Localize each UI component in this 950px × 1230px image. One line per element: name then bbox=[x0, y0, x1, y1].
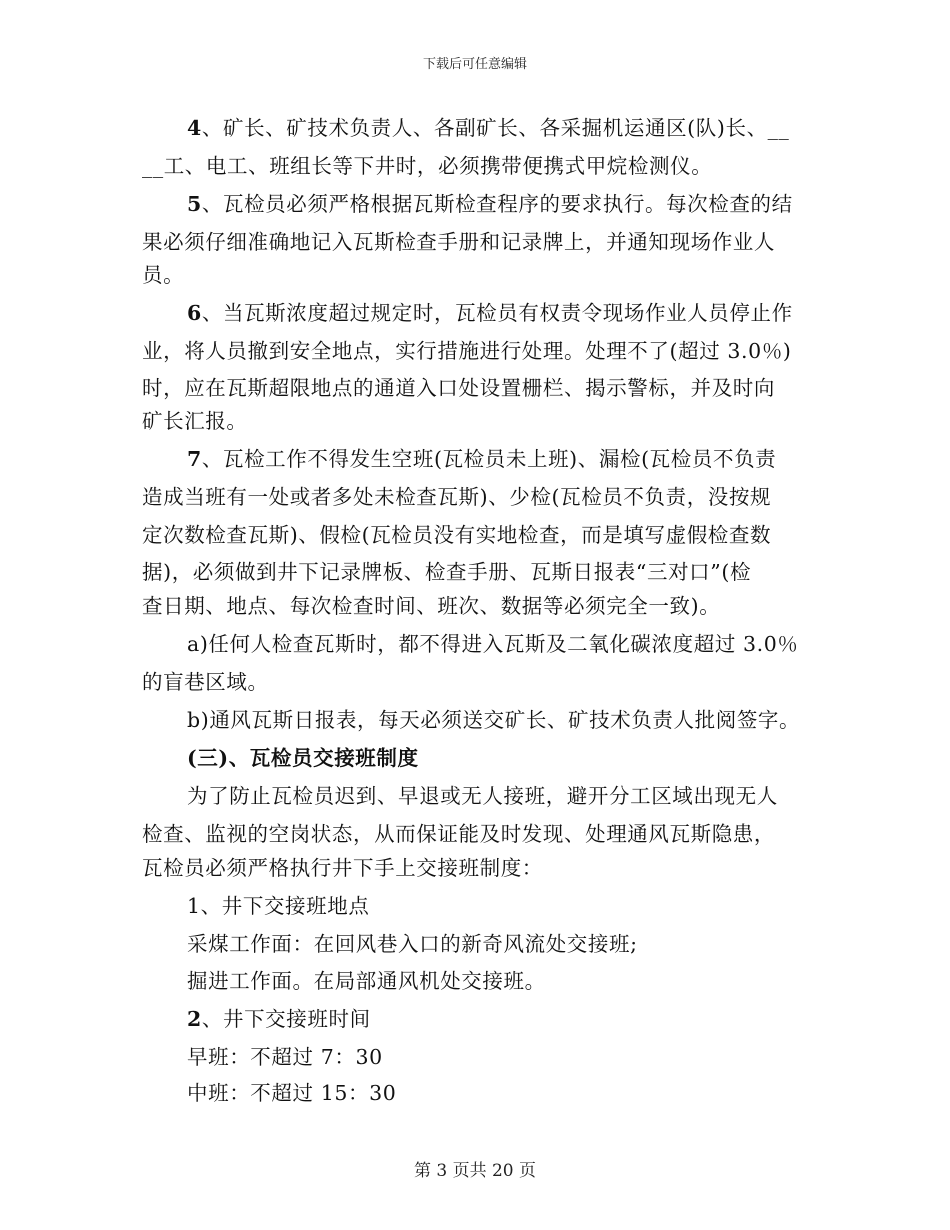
paragraph-text: 、瓦检员必须严格根据瓦斯检查程序的要求执行。每次检查的结 bbox=[201, 192, 793, 216]
paragraph-5-line-1 bbox=[187, 189, 793, 219]
paragraph-7-line-1 bbox=[187, 444, 776, 474]
subsection-1-line-1: 采煤工作面：在回风巷入口的新奇风流处交接班; bbox=[187, 932, 638, 956]
item-number: 2 bbox=[187, 1007, 202, 1031]
paragraph-4-line-1 bbox=[187, 113, 789, 143]
paragraph-6-line-4: 矿长汇报。 bbox=[142, 409, 248, 433]
section-heading: (三)、瓦检员交接班制度 bbox=[187, 746, 419, 770]
intro-line-2: 检查、监视的空岗状态，从而保证能及时发现、处理通风瓦斯隐患， bbox=[142, 822, 775, 846]
paragraph-6-line-3: 时，应在瓦斯超限地点的通道入口处设置栅栏、揭示警标，并及时向 bbox=[142, 376, 775, 400]
intro-line-3: 瓦检员必须严格执行井下手上交接班制度： bbox=[142, 856, 543, 880]
paragraph-5-line-3: 员。 bbox=[142, 263, 185, 287]
item-number: 5 bbox=[187, 192, 202, 216]
paragraph-4-line-2: __工、电工、班组长等下井时，必须携带便携式甲烷检测仪。 bbox=[142, 154, 713, 178]
paragraph-b-line-1: b)通风瓦斯日报表，每天必须送交矿长、矿技术负责人批阅签字。 bbox=[187, 708, 801, 732]
subsection-title-text: 、井下交接班时间 bbox=[201, 1007, 371, 1031]
paragraph-6-line-2: 业，将人员撤到安全地点，实行措施进行处理。处理不了(超过 3.0％) bbox=[142, 339, 792, 363]
paragraph-5-line-2: 果必须仔细准确地记入瓦斯检查手册和记录牌上，并通知现场作业人 bbox=[142, 230, 775, 254]
paragraph-a-line-2: 的盲巷区域。 bbox=[142, 670, 269, 694]
item-number: 4 bbox=[187, 116, 202, 140]
paragraph-text: 、瓦检工作不得发生空班(瓦检员未上班)、漏检(瓦检员不负责 bbox=[201, 447, 777, 471]
paragraph-text: 、矿长、矿技术负责人、各副矿长、各采掘机运通区(队)长、__ bbox=[201, 116, 790, 140]
subsection-1-title: 1、井下交接班地点 bbox=[187, 894, 370, 918]
subsection-2-line-2: 中班：不超过 15：30 bbox=[187, 1081, 397, 1105]
item-number: 6 bbox=[187, 301, 202, 325]
paragraph-7-line-2: 造成当班有一处或者多处未检查瓦斯)、少检(瓦检员不负责，没按规 bbox=[142, 485, 772, 509]
subsection-1-line-2: 掘进工作面。在局部通风机处交接班。 bbox=[187, 969, 546, 993]
subsection-2-line-1: 早班：不超过 7：30 bbox=[187, 1045, 383, 1069]
paragraph-7-line-3: 定次数检查瓦斯)、假检(瓦检员没有实地检查，而是填写虚假检查数 bbox=[142, 523, 772, 547]
paragraph-7-line-4: 据)，必须做到井下记录牌板、检查手册、瓦斯日报表“三对口”(检 bbox=[142, 560, 752, 584]
intro-line-1: 为了防止瓦检员迟到、早退或无人接班，避开分工区域出现无人 bbox=[187, 784, 778, 808]
paragraph-6-line-1 bbox=[187, 298, 793, 328]
paragraph-text: 、当瓦斯浓度超过规定时，瓦检员有权责令现场作业人员停止作 bbox=[201, 301, 793, 325]
item-number: 7 bbox=[187, 447, 202, 471]
paragraph-a-line-1: a)任何人检查瓦斯时，都不得进入瓦斯及二氧化碳浓度超过 3.0％ bbox=[187, 632, 799, 656]
page-footer: 第 3 页共 20 页 bbox=[413, 1161, 537, 1181]
page-header: 下载后可任意编辑 bbox=[422, 57, 527, 72]
paragraph-7-line-5: 查日期、地点、每次检查时间、班次、数据等必须完全一致)。 bbox=[142, 594, 721, 618]
subsection-2-title bbox=[187, 1004, 371, 1034]
